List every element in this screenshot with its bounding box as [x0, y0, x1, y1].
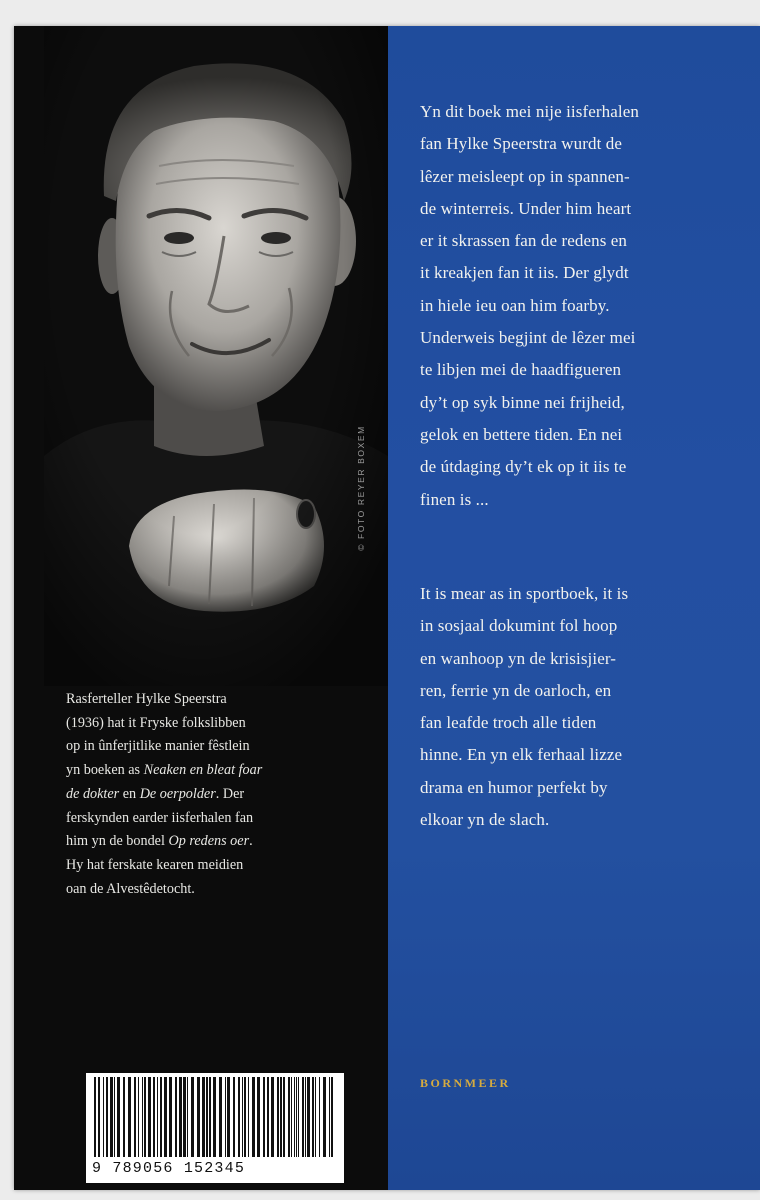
barcode-bar: [134, 1077, 136, 1157]
bio-line: Rasferteller Hylke Speerstra: [66, 691, 227, 707]
barcode-bar: [267, 1077, 269, 1157]
bio-line: (1936) hat it Fryske folkslibben: [66, 714, 246, 731]
barcode-bar: [213, 1077, 216, 1157]
barcode-bar: [191, 1077, 194, 1157]
barcode-bar: [219, 1077, 222, 1157]
barcode-bar: [117, 1077, 120, 1157]
barcode-bar: [280, 1077, 282, 1157]
blurb-line: It is mear as in sportboek, it is: [420, 584, 629, 603]
barcode-bar: [94, 1077, 96, 1157]
blurb-panel: [388, 26, 760, 1190]
barcode-bar: [114, 1077, 115, 1157]
book-back-cover: [14, 26, 760, 1190]
barcode-bar: [315, 1077, 316, 1157]
barcode-bar: [302, 1077, 304, 1157]
blurb-line: it kreakjen fan it iis. Der glydt: [420, 263, 629, 283]
barcode-bar: [153, 1077, 155, 1157]
isbn-barcode: [86, 1073, 344, 1183]
barcode-bar: [98, 1077, 100, 1157]
barcode-bar: [331, 1077, 333, 1157]
barcode-bar: [179, 1077, 182, 1157]
barcode-bar: [187, 1077, 188, 1157]
barcode-bars: [92, 1077, 338, 1159]
barcode-bar: [106, 1077, 108, 1157]
blurb-line: de winterreis. Under him heart: [420, 198, 632, 218]
blurb-line: te libjen mei de haadfigueren: [420, 360, 622, 380]
barcode-bar: [183, 1077, 186, 1157]
barcode-bar: [288, 1077, 290, 1157]
barcode-bar: [248, 1077, 249, 1157]
blurb-paragraph-1: [420, 96, 740, 516]
blurb-line: de útdaging dy’t ek op it iis te: [420, 457, 627, 477]
blurb-line: fan leafde troch alle tiden: [420, 713, 597, 733]
bio-text: en: [119, 785, 140, 802]
blurb-line: in sosjaal dokumint fol hoop: [420, 616, 618, 636]
isbn-number: 9 789056 152345: [92, 1160, 246, 1177]
barcode-bar: [294, 1077, 295, 1157]
blurb-line: dy’t op syk binne nei frijheid,: [420, 392, 625, 412]
barcode-bar: [252, 1077, 255, 1157]
barcode-bar: [244, 1077, 246, 1157]
barcode-bar: [242, 1077, 243, 1157]
blurb-line: Yn dit boek mei nije iisferhalen: [420, 102, 639, 121]
barcode-bar: [164, 1077, 167, 1157]
barcode-bar: [144, 1077, 146, 1157]
barcode-bar: [142, 1077, 143, 1157]
barcode-bar: [323, 1077, 326, 1157]
bio-line: op in ûnferjitlike manier fêstlein: [66, 738, 250, 755]
barcode-bar: [123, 1077, 125, 1157]
barcode-bar: [103, 1077, 104, 1157]
author-bio: [66, 688, 366, 901]
barcode-bar: [319, 1077, 320, 1157]
blurb-line: gelok en bettere tiden. En nei: [420, 424, 623, 444]
barcode-bar: [296, 1077, 297, 1157]
blurb-line: in hiele ieu oan him foarby.: [420, 295, 610, 315]
blurb-line: lêzer meisleept op in spannen-: [420, 166, 630, 186]
barcode-bar: [202, 1077, 205, 1157]
blurb-paragraph-2: [420, 578, 740, 836]
barcode-bar: [257, 1077, 260, 1157]
barcode-bar: [160, 1077, 162, 1157]
bio-text: .: [249, 833, 253, 850]
barcode-bar: [291, 1077, 292, 1157]
blurb-line: en wanhoop yn de krisisjier-: [420, 648, 617, 668]
barcode-bar: [148, 1077, 151, 1157]
barcode-bar: [169, 1077, 172, 1157]
bio-line: ferskynden earder iisferhalen fan: [66, 809, 254, 826]
barcode-bar: [298, 1077, 299, 1157]
barcode-bar: [175, 1077, 177, 1157]
barcode-bar: [209, 1077, 211, 1157]
book-title: Op redens oer: [168, 833, 250, 850]
barcode-bar: [197, 1077, 200, 1157]
barcode-bar: [312, 1077, 314, 1157]
bio-line: him yn de bondel: [66, 833, 169, 850]
bio-line: yn boeken as: [66, 762, 144, 779]
blurb-line: elkoar yn de slach.: [420, 810, 550, 830]
author-portrait: [44, 26, 388, 686]
barcode-bar: [157, 1077, 158, 1157]
blurb-line: fan Hylke Speerstra wurdt de: [420, 134, 623, 154]
barcode-bar: [277, 1077, 279, 1157]
blurb-line: ren, ferrie yn de oarloch, en: [420, 680, 612, 700]
bio-line: Hy hat ferskate kearen meidien: [66, 856, 244, 873]
book-title: Neaken en bleat foar: [143, 762, 263, 779]
book-title: de dokter: [66, 785, 120, 802]
barcode-bar: [138, 1077, 139, 1157]
barcode-bar: [263, 1077, 265, 1157]
barcode-bar: [227, 1077, 230, 1157]
blurb-line: Underweis begjint de lêzer mei: [420, 328, 636, 348]
barcode-bar: [128, 1077, 131, 1157]
photo-credit: © FOTO REYER BOXEM: [356, 425, 366, 551]
blurb-line: er it skrassen fan de redens en: [420, 231, 628, 251]
barcode-bar: [206, 1077, 208, 1157]
publisher-logo: BORNMEER: [420, 1076, 511, 1090]
barcode-bar: [233, 1077, 235, 1157]
book-title: De oerpolder: [139, 785, 216, 802]
bio-line: oan de Alvestêdetocht.: [66, 880, 195, 897]
blurb-line: drama en humor perfekt by: [420, 777, 608, 797]
author-photo-panel: [14, 26, 388, 1190]
barcode-bar: [238, 1077, 240, 1157]
barcode-bar: [329, 1077, 330, 1157]
bio-text: . Der: [215, 785, 245, 802]
blurb-line: finen is ...: [420, 489, 489, 509]
barcode-bar: [307, 1077, 310, 1157]
barcode-bar: [283, 1077, 285, 1157]
blurb-line: hinne. En yn elk ferhaal lizze: [420, 745, 623, 765]
barcode-bar: [305, 1077, 306, 1157]
barcode-bar: [225, 1077, 226, 1157]
barcode-bar: [271, 1077, 274, 1157]
barcode-bar: [110, 1077, 113, 1157]
